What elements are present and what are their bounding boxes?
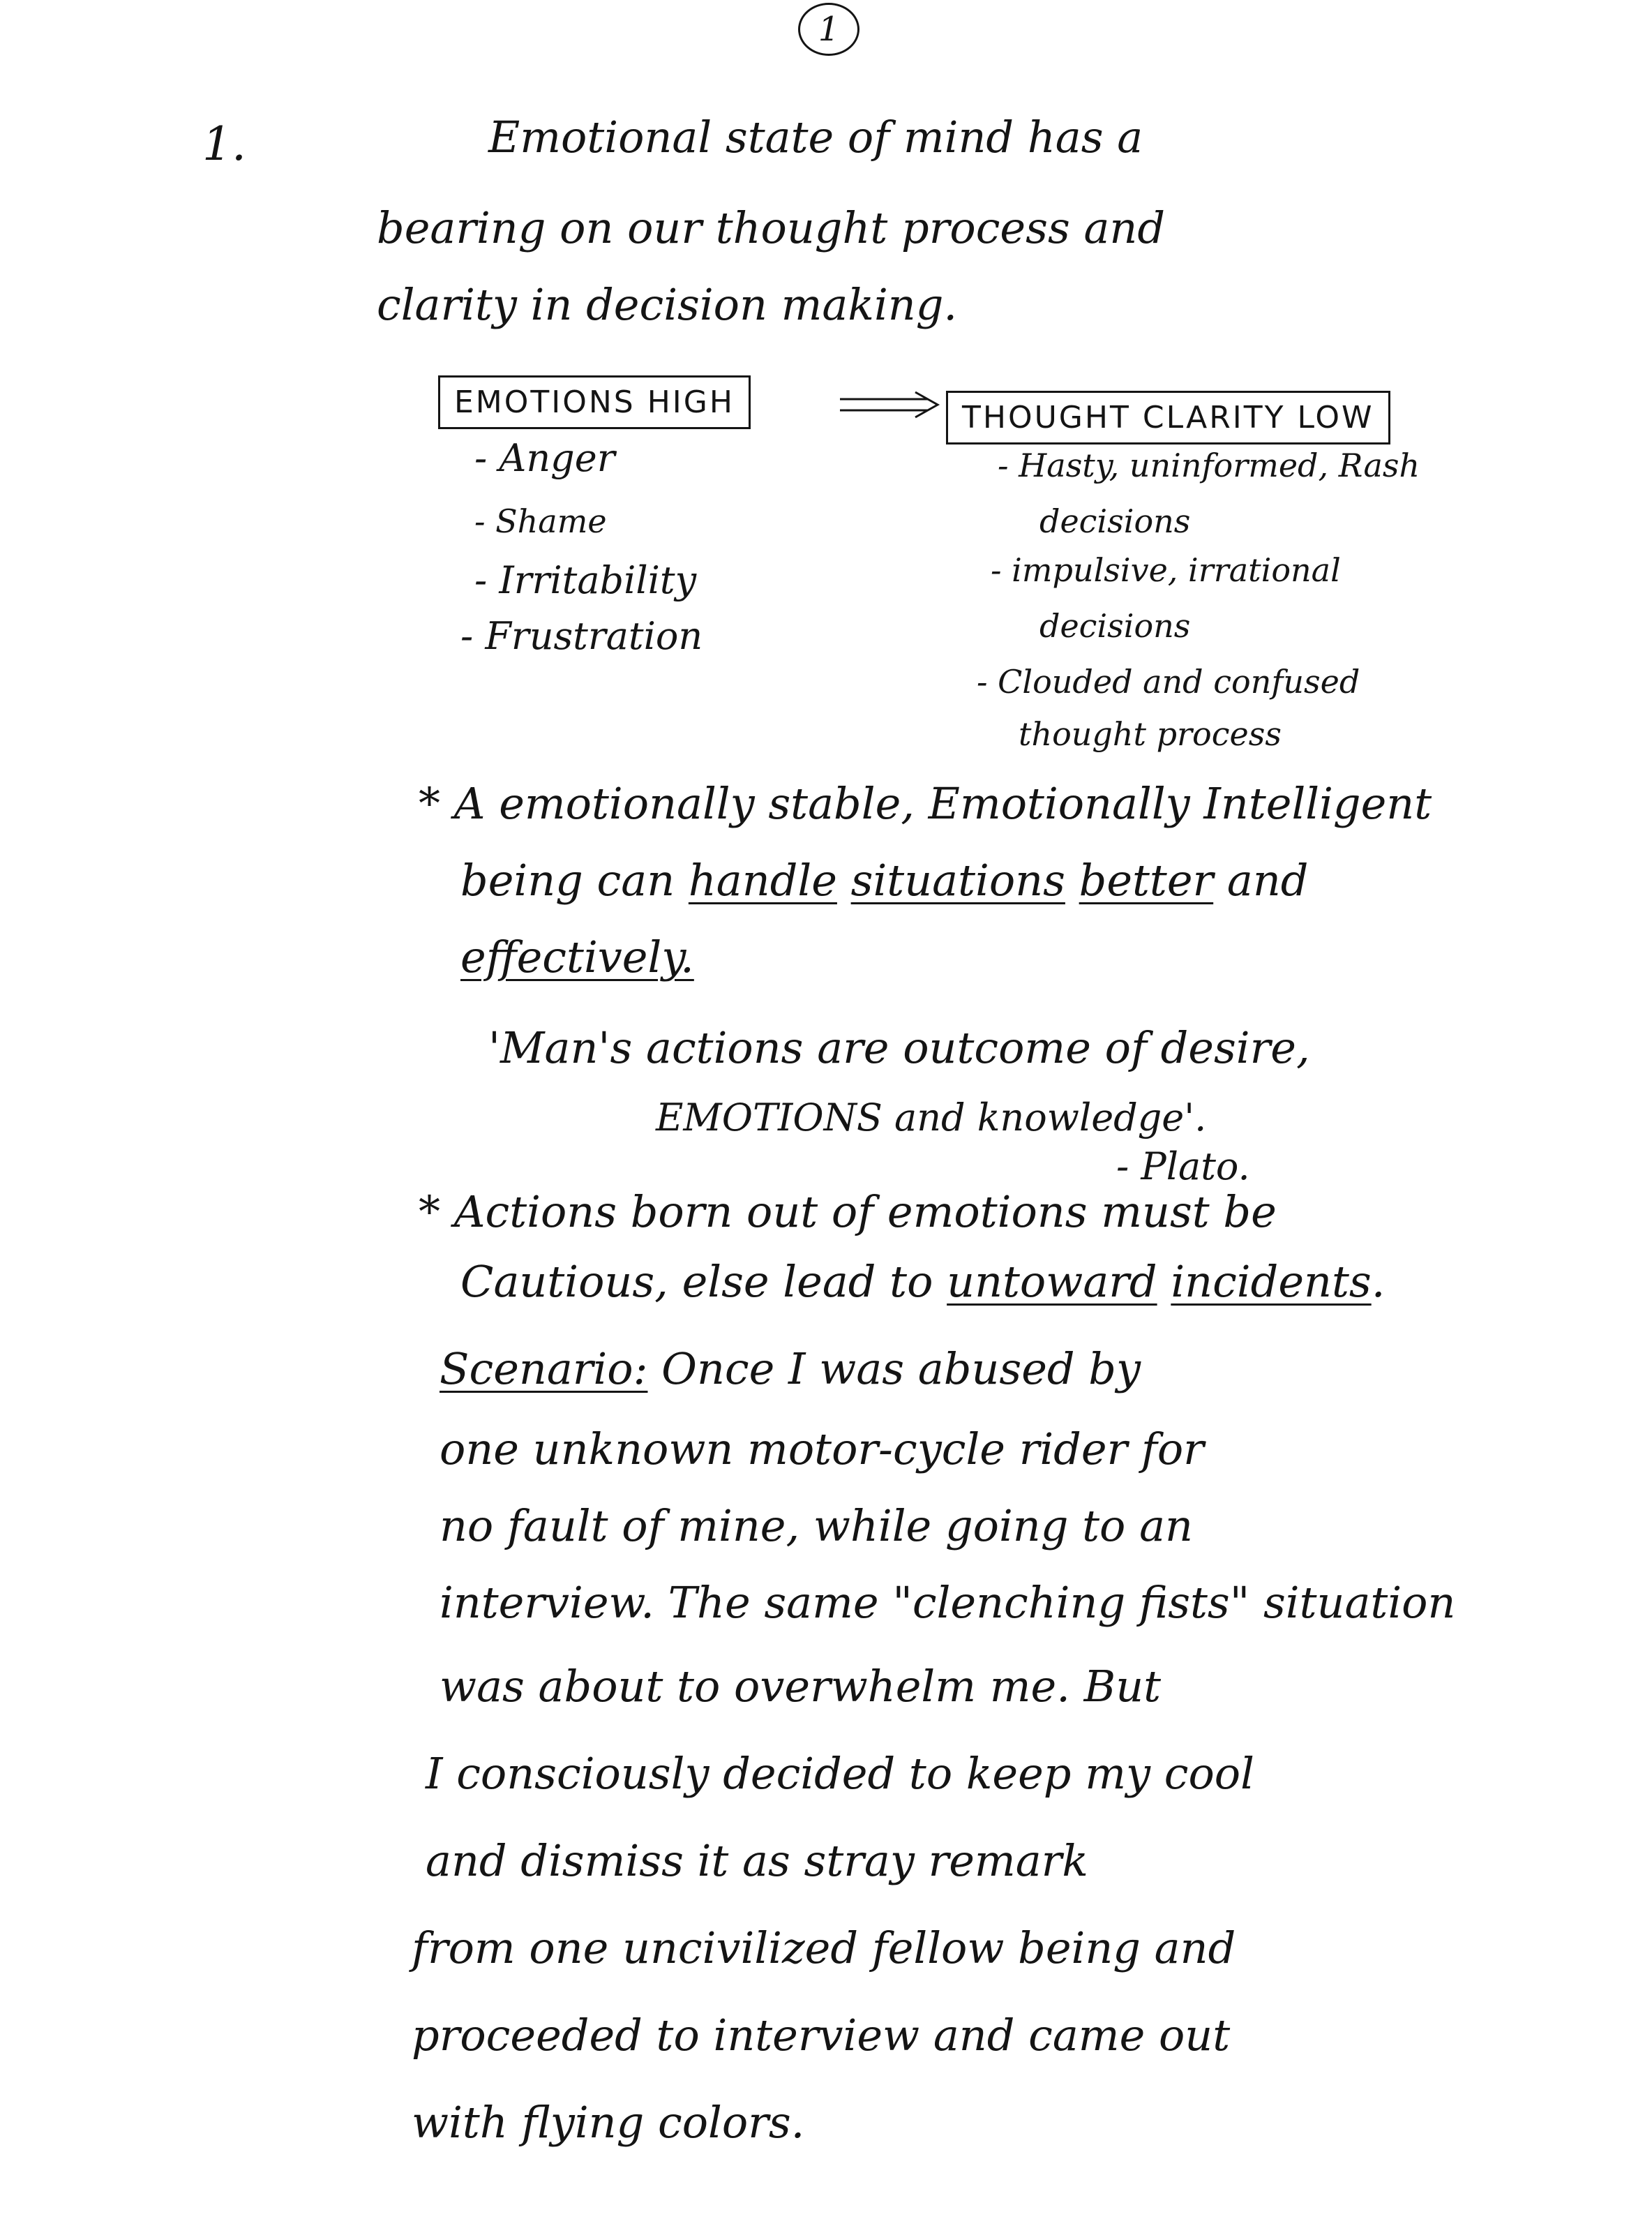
scenario-line-2: one unknown motor-cycle rider for: [440, 1424, 1204, 1474]
scenario-label: Scenario:: [440, 1343, 648, 1394]
point-1-text-b: and: [1213, 855, 1309, 906]
scenario-line-5: was about to overwhelm me. But: [440, 1661, 1162, 1712]
question-number: 1.: [202, 117, 246, 171]
intro-line-1: Emotional state of mind has a: [488, 112, 1143, 163]
point-2-text-a: Cautious, else lead to: [460, 1256, 947, 1307]
point-2-line-2: [460, 1256, 1385, 1307]
emotion-item-frustration: - Frustration: [460, 614, 703, 658]
page-number-text: 1: [818, 10, 840, 49]
scenario-line-8: from one uncivilized fellow being and: [412, 1922, 1236, 1973]
scenario-text-1: Once I was abused by: [647, 1343, 1141, 1394]
point-1-line-2: [460, 855, 1308, 906]
underlined-incidents: incidents: [1171, 1256, 1372, 1307]
emotion-item-shame: - Shame: [474, 502, 607, 540]
page-number: [798, 3, 859, 56]
point-1-text-a: being can: [460, 855, 689, 906]
point-1-space-2: [1065, 855, 1079, 906]
point-2-text-b: .: [1371, 1256, 1386, 1307]
point-1-space-1: [837, 855, 851, 906]
effect-1-line-2: decisions: [1039, 502, 1191, 540]
scenario-line-10: with flying colors.: [412, 2097, 805, 2148]
scenario-line-1: [440, 1343, 1141, 1394]
effect-2-line-1: - impulsive, irrational: [991, 551, 1341, 589]
scenario-line-7: and dismiss it as stray remark: [426, 1835, 1088, 1886]
scenario-line-3: no fault of mine, while going to an: [440, 1500, 1193, 1551]
effect-2-line-2: decisions: [1039, 607, 1191, 645]
point-2-space: [1157, 1256, 1171, 1307]
emotions-high-box: EMOTIONS HIGH: [438, 375, 751, 429]
emotion-item-anger: - Anger: [474, 436, 615, 480]
underlined-situations: situations: [850, 855, 1065, 906]
implies-arrow-icon: [837, 391, 942, 419]
underlined-handle: handle: [688, 855, 837, 906]
scenario-line-6: I consciously decided to keep my cool: [426, 1748, 1254, 1799]
point-1-line-3: effectively.: [460, 932, 694, 983]
point-2-line-1: * Actions born out of emotions must be: [419, 1186, 1277, 1237]
point-1-line-1: * A emotionally stable, Emotionally Intelligent: [419, 778, 1432, 829]
underlined-better: better: [1079, 855, 1214, 906]
effect-3-line-1: - Clouded and confused: [977, 663, 1360, 701]
scenario-line-9: proceeded to interview and came out: [412, 2010, 1231, 2061]
emotion-item-irritability: - Irritability: [474, 558, 697, 602]
intro-line-3: clarity in decision making.: [377, 279, 958, 330]
quote-line-1: 'Man's actions are outcome of desire,: [488, 1022, 1310, 1073]
quote-attribution: - Plato.: [1116, 1144, 1250, 1188]
effect-3-line-2: thought process: [1019, 715, 1282, 753]
intro-line-2: bearing on our thought process and: [377, 202, 1166, 253]
quote-line-2: EMOTIONS and knowledge'.: [656, 1096, 1207, 1140]
thought-clarity-low-box: THOUGHT CLARITY LOW: [946, 391, 1390, 444]
effect-1-line-1: - Hasty, uninformed, Rash: [998, 447, 1420, 484]
underlined-untoward: untoward: [947, 1256, 1157, 1307]
scenario-line-4: interview. The same "clenching fists" situation: [440, 1577, 1456, 1628]
